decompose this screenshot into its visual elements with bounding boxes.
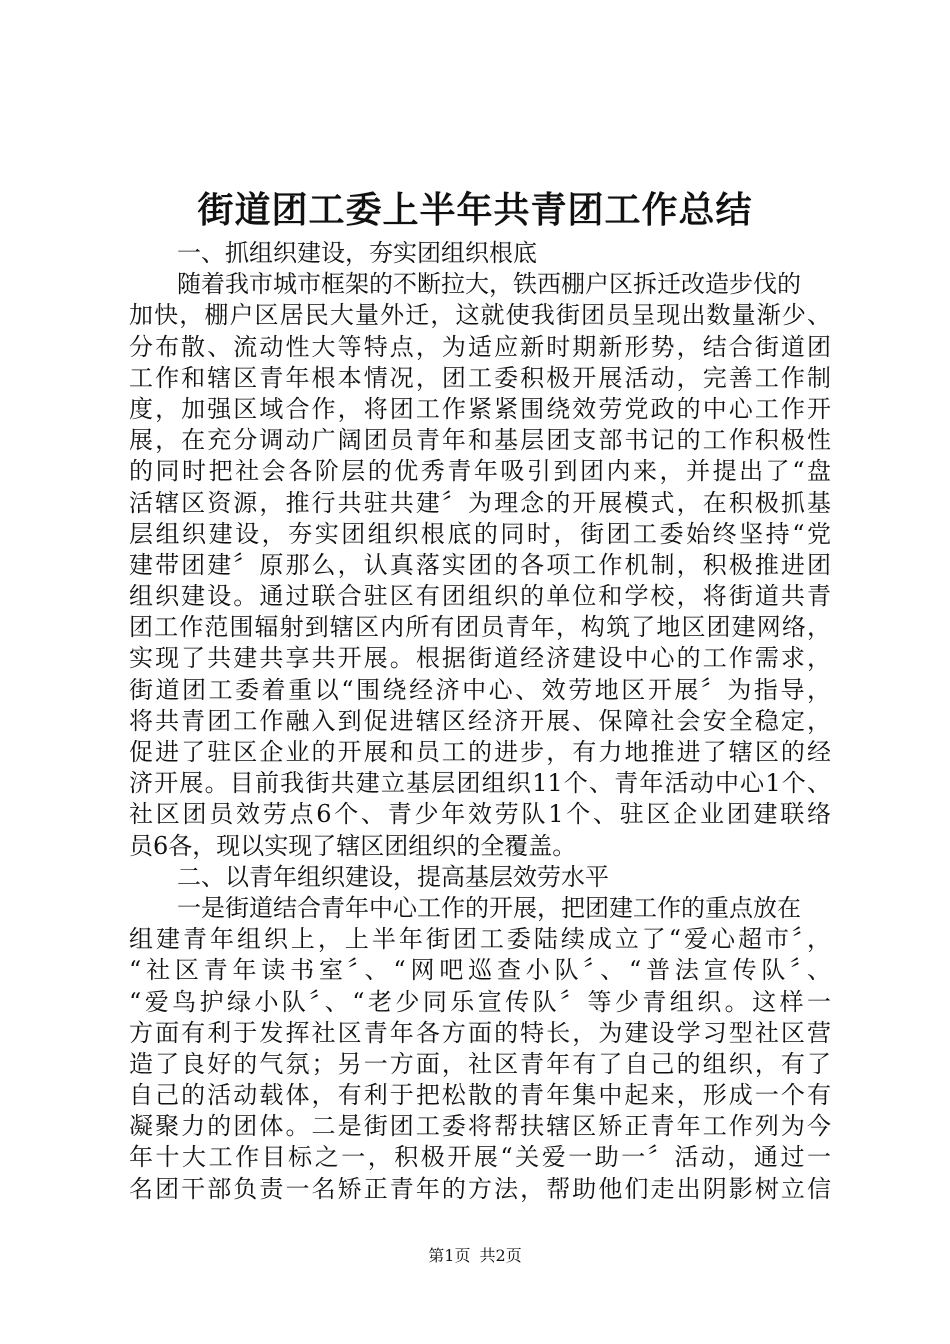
paragraph-line: 的同时把社会各阶层的优秀青年吸引到团内来，并提出了“盘 xyxy=(129,457,831,486)
paragraph-line: 自己的活动载体，有利于把松散的青年集中起来，形成一个有 xyxy=(129,1081,831,1110)
paragraph-line: 济开展。目前我街共建立基层团组织11个、青年活动中心1个、 xyxy=(129,769,831,798)
paragraph-line: 促进了驻区企业的开展和员工的进步，有力地推进了辖区的经 xyxy=(129,738,831,766)
page-footer xyxy=(0,1245,950,1267)
paragraph-line: 实现了共建共享共开展。根据街道经济建设中心的工作需求， xyxy=(129,644,831,673)
paragraph-line: 度，加强区域合作，将团工作紧紧围绕效劳党政的中心工作开 xyxy=(129,394,831,423)
paragraph-line: 凝聚力的团体。二是街团工委将帮扶辖区矫正青年工作列为今 xyxy=(129,1112,831,1141)
page-total: 共2页 xyxy=(479,1246,522,1265)
section-heading: 二、以青年组织建设，提高基层效劳水平 xyxy=(177,862,609,891)
paragraph-line: 造了良好的气氛；另一方面，社区青年有了自己的组织，有了 xyxy=(129,1049,831,1078)
paragraph-line: 一是街道结合青年中心工作的开展，把团建工作的重点放在 xyxy=(177,893,801,922)
paragraph-line: 层组织建设，夯实团组织根底的同时，街团工委始终坚持“党 xyxy=(129,519,831,548)
section-heading: 一、抓组织建设，夯实团组织根底 xyxy=(177,239,537,267)
paragraph-line: 加快，棚户区居民大量外迁，这就使我街团员呈现出数量渐少、 xyxy=(129,301,831,330)
document-body xyxy=(129,238,831,1205)
paragraph-line: 分布散、流动性大等特点，为适应新时期新形势，结合街道团 xyxy=(129,332,831,361)
paragraph-line: 随着我市城市框架的不断拉大，铁西棚户区拆迁改造步伐的 xyxy=(177,270,801,299)
document-title: 街道团工委上半年共青团工作总结 xyxy=(197,189,753,231)
paragraph-line: “社区青年读书室〞、“网吧巡查小队〞、“普法宣传队〞、 xyxy=(129,956,831,985)
paragraph-line: “爱鸟护绿小队〞、“老少同乐宣传队〞等少青组织。这样一 xyxy=(129,987,831,1016)
paragraph-line: 组织建设。通过联合驻区有团组织的单位和学校，将街道共青 xyxy=(129,582,831,611)
page-number: 第1页 xyxy=(428,1246,471,1265)
paragraph-line: 员6各，现以实现了辖区团组织的全覆盖。 xyxy=(129,831,577,860)
paragraph-line: 街道团工委着重以“围绕经济中心、效劳地区开展〞为指导， xyxy=(129,675,831,704)
paragraph-line: 年十大工作目标之一，积极开展“关爱一助一〞活动，通过一 xyxy=(129,1143,831,1172)
paragraph-line: 工作和辖区青年根本情况，团工委积极开展活动，完善工作制 xyxy=(129,363,831,392)
paragraph-line: 展，在充分调动广阔团员青年和基层团支部书记的工作积极性 xyxy=(129,426,831,455)
paragraph-line: 将共青团工作融入到促进辖区经济开展、保障社会安全稳定， xyxy=(129,706,831,735)
paragraph-line: 社区团员效劳点6个、青少年效劳队1个、驻区企业团建联络 xyxy=(129,800,831,829)
paragraph-line: 方面有利于发挥社区青年各方面的特长，为建设学习型社区营 xyxy=(129,1018,831,1047)
paragraph-line: 活辖区资源，推行共驻共建〞为理念的开展模式，在积极抓基 xyxy=(129,488,831,517)
paragraph-line: 名团干部负责一名矫正青年的方法，帮助他们走出阴影树立信 xyxy=(129,1174,831,1203)
paragraph-line: 组建青年组织上，上半年街团工委陆续成立了“爱心超市〞， xyxy=(129,925,831,954)
paragraph-line: 团工作范围辐射到辖区内所有团员青年，构筑了地区团建网络， xyxy=(129,613,831,642)
paragraph-line: 建带团建〞原那么，认真落实团的各项工作机制，积极推进团 xyxy=(129,550,831,579)
